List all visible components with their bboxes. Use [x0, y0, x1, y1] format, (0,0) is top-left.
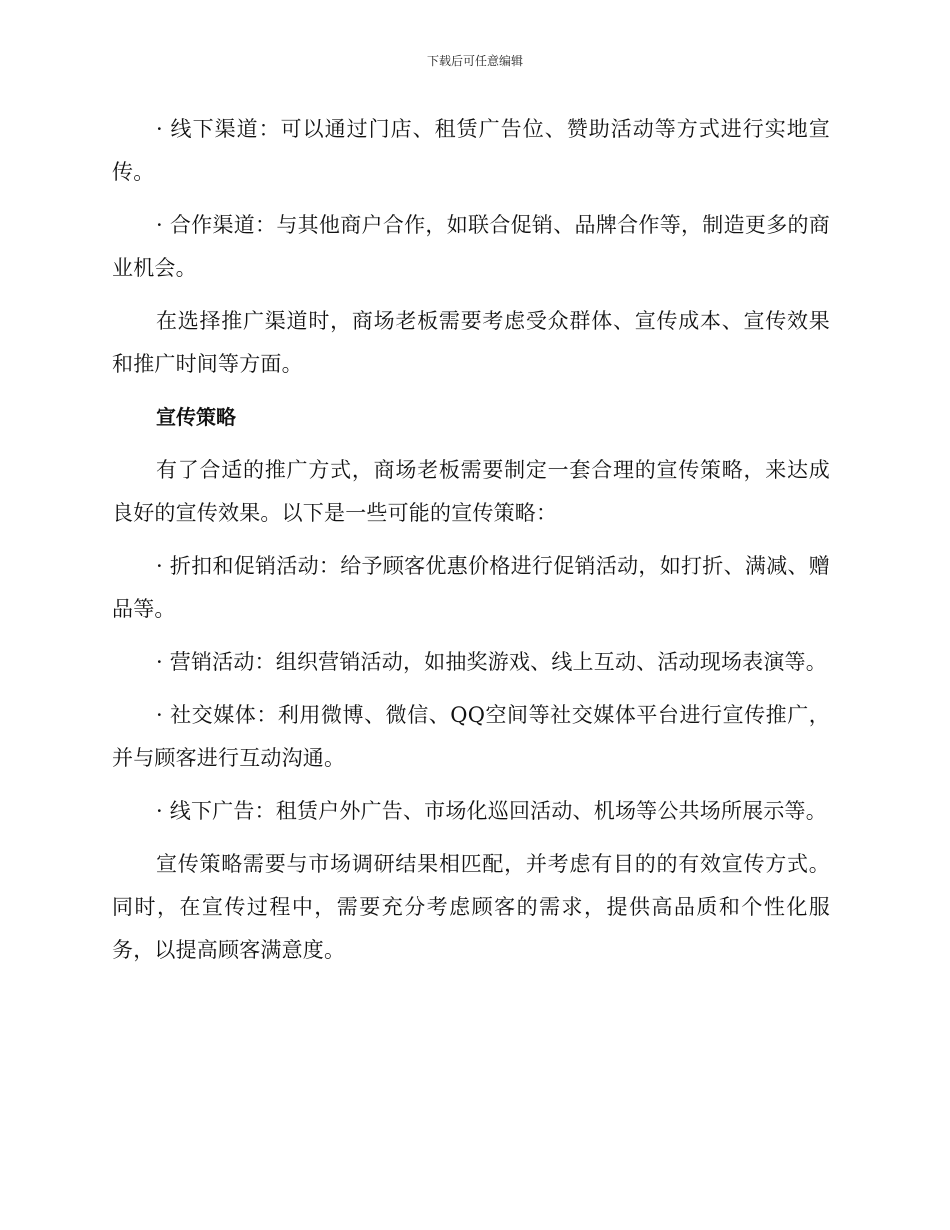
paragraph-marketing-activity: · 营销活动：组织营销活动，如抽奖游戏、线上互动、活动现场表演等。 [156, 650, 827, 674]
paragraph-channel-selection: 在选择推广渠道时，商场老板需要考虑受众群体、宣传成本、宣传效果和推广时间等方面。 [112, 309, 830, 376]
paragraph-offline-ads: · 线下广告：租赁户外广告、市场化巡回活动、机场等公共场所展示等。 [156, 799, 827, 823]
paragraph-offline-channel: · 线下渠道：可以通过门店、租赁广告位、赞助活动等方式进行实地宣传。 [112, 117, 830, 184]
document-body [112, 108, 830, 982]
section-heading: 宣传策略 [156, 405, 236, 429]
paragraph-discount-promotion: · 折扣和促销活动：给予顾客优惠价格进行促销活动，如打折、满减、赠品等。 [112, 554, 830, 621]
paragraph-strategy-intro: 有了合适的推广方式，商场老板需要制定一套合理的宣传策略，来达成良好的宣传效果。以下是一些可能的宣传策略： [112, 458, 830, 525]
paragraph-social-media: · 社交媒体：利用微博、微信、QQ空间等社交媒体平台进行宣传推广，并与顾客进行互动沟通。 [112, 703, 830, 770]
paragraph-strategy-summary: 宣传策略需要与市场调研结果相匹配，并考虑有目的的有效宣传方式。同时，在宣传过程中，需要充分考虑顾客的需求，提供高品质和个性化服务，以提高顾客满意度。 [112, 852, 830, 962]
paragraph-partner-channel: · 合作渠道：与其他商户合作，如联合促销、品牌合作等，制造更多的商业机会。 [112, 213, 830, 280]
page-header: 下载后可任意编辑 [426, 54, 523, 68]
